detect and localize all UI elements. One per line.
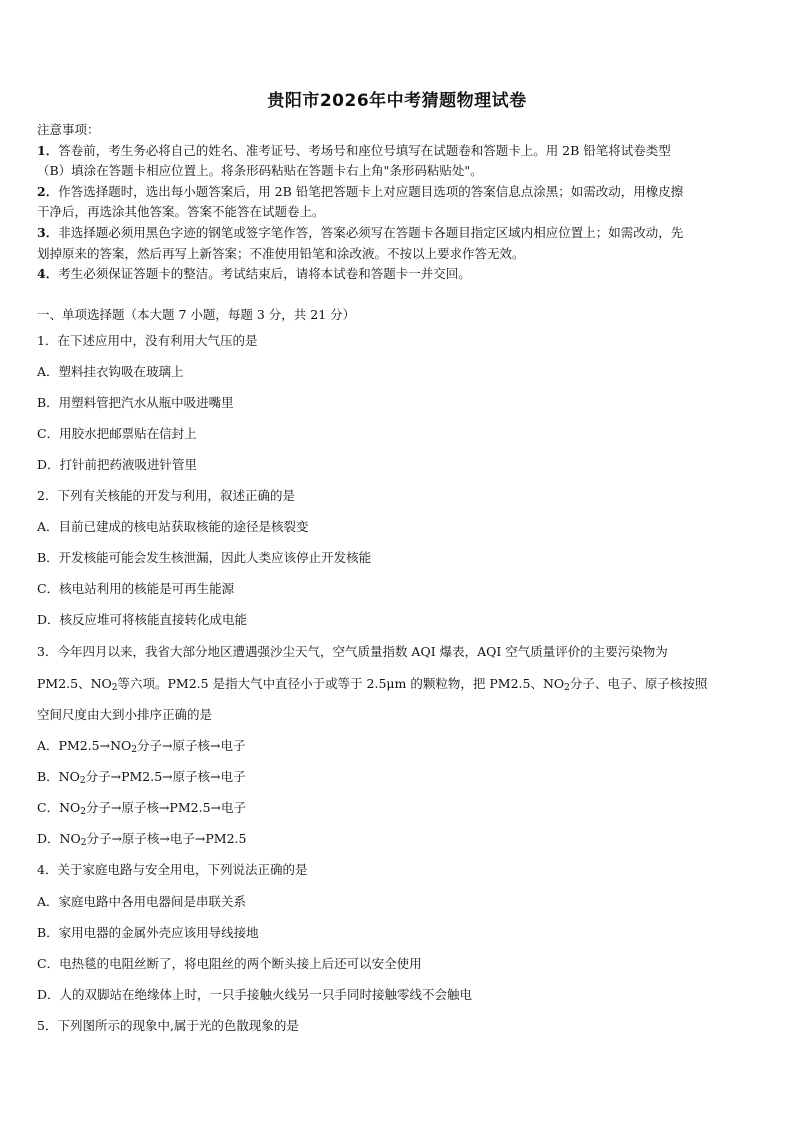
notice-item-1-cont: （B）填涂在答题卡相应位置上。将条形码粘贴在答题卡右上角"条形码粘贴处"。 bbox=[37, 163, 483, 179]
subscript: 2 bbox=[80, 838, 87, 848]
option-segment: 分子→原子核→电子 bbox=[137, 738, 246, 753]
notice-item-4 bbox=[37, 264, 773, 285]
question-3-option-d bbox=[37, 831, 771, 851]
notice-item-3 bbox=[37, 223, 773, 244]
stem-segment: 等六项。PM2.5 是指大气中直径小于或等于 2.5μm 的颗粒物，把 PM2.5、NO bbox=[117, 676, 565, 691]
notice-item-text: 作答选择题时，选出每小题答案后，用 2B 铅笔把答题卡上对应题目选项的答案信息点涂黑；如需改动，用橡皮擦 bbox=[58, 183, 684, 199]
option-segment: D．NO bbox=[37, 831, 81, 846]
question-3-option-c bbox=[37, 800, 771, 820]
option-segment: 分子→原子核→电子→PM2.5 bbox=[86, 831, 247, 846]
notice-item-1 bbox=[37, 141, 773, 162]
notice-item-2-cont: 干净后，再选涂其他答案。答案不能答在试题卷上。 bbox=[37, 204, 325, 220]
subscript: 2 bbox=[80, 807, 86, 817]
question-3-stem-line-1: 3．今年四月以来，我省大部分地区遭遇强沙尘天气，空气质量指数 AQI 爆表，AQI 空气质量评价的主要污染物为 bbox=[37, 644, 668, 659]
option-segment: B．NO bbox=[37, 769, 80, 784]
question-3-option-a bbox=[37, 738, 771, 758]
question-1-option-d: D．打针前把药液吸进针管里 bbox=[37, 457, 198, 472]
question-1-option-c: C．用胶水把邮票贴在信封上 bbox=[37, 426, 197, 441]
notice-item-2 bbox=[37, 182, 773, 203]
subscript: 2 bbox=[131, 745, 138, 755]
stem-segment: 分子、电子、原子核按照 bbox=[569, 676, 708, 691]
notice-heading: 注意事项： bbox=[37, 122, 100, 137]
question-1-stem: 1．在下述应用中，没有利用大气压的是 bbox=[37, 333, 258, 348]
question-4-option-b: B．家用电器的金属外壳应该用导线接地 bbox=[37, 925, 259, 940]
subscript: 2 bbox=[564, 683, 570, 693]
question-2-option-a: A．目前已建成的核电站获取核能的途径是核裂变 bbox=[37, 519, 309, 534]
question-3-option-b bbox=[37, 769, 771, 789]
question-2-stem: 2．下列有关核能的开发与利用，叙述正确的是 bbox=[37, 488, 295, 503]
question-4-option-c: C．电热毯的电阻丝断了，将电阻丝的两个断头接上后还可以安全使用 bbox=[37, 956, 422, 971]
subscript: 2 bbox=[79, 776, 86, 786]
question-4-stem: 4．关于家庭电路与安全用电，下列说法正确的是 bbox=[37, 862, 308, 877]
notice-item-number: 1． bbox=[37, 142, 59, 158]
option-segment: C．NO bbox=[37, 800, 81, 815]
question-4-option-d: D．人的双脚站在绝缘体上时，一只手接触火线另一只手同时接触零线不会触电 bbox=[37, 987, 473, 1002]
notice-item-text: 答卷前，考生务必将自己的姓名、准考证号、考场号和座位号填写在试题卷和答题卡上。用 2B 铅笔将试卷类型 bbox=[58, 142, 671, 158]
question-3-stem-line-2 bbox=[37, 676, 771, 696]
option-segment: A．PM2.5→NO bbox=[37, 738, 132, 753]
option-segment: 分子→PM2.5→原子核→电子 bbox=[85, 769, 246, 784]
question-2-option-d: D．核反应堆可将核能直接转化成电能 bbox=[37, 612, 248, 627]
section-heading: 一、单项选择题（本大题 7 小题，每题 3 分，共 21 分） bbox=[37, 307, 356, 322]
notice-item-3-cont: 划掉原来的答案，然后再写上新答案；不准使用铅笔和涂改液。不按以上要求作答无效。 bbox=[37, 245, 525, 261]
subscript: 2 bbox=[111, 683, 118, 693]
question-2-option-b: B．开发核能可能会发生核泄漏，因此人类应该停止开发核能 bbox=[37, 550, 372, 565]
question-5-stem: 5．下列图所示的现象中,属于光的色散现象的是 bbox=[37, 1018, 299, 1033]
question-1-option-b: B．用塑料管把汽水从瓶中吸进嘴里 bbox=[37, 395, 234, 410]
question-2-option-c: C．核电站利用的核能是可再生能源 bbox=[37, 581, 235, 596]
notice-item-text: 考生必须保证答题卡的整洁。考试结束后，请将本试卷和答题卡一并交回。 bbox=[58, 266, 471, 282]
option-segment: 分子→原子核→PM2.5→电子 bbox=[85, 800, 246, 815]
question-4-option-a: A．家庭电路中各用电器间是串联关系 bbox=[37, 894, 247, 909]
question-3-stem-line-3: 空间尺度由大到小排序正确的是 bbox=[37, 707, 213, 722]
notice-block bbox=[37, 120, 773, 285]
notice-item-text: 非选择题必须用黑色字迹的钢笔或签字笔作答，答案必须写在答题卡各题目指定区域内相应位置上；如需改动，先 bbox=[58, 224, 684, 240]
page-title: 贵阳市2026年中考猜题物理试卷 bbox=[267, 91, 527, 111]
notice-item-number: 4． bbox=[37, 266, 59, 282]
question-1-option-a: A．塑料挂衣钩吸在玻璃上 bbox=[37, 364, 184, 379]
notice-item-number: 2． bbox=[37, 183, 59, 199]
notice-item-number: 3． bbox=[37, 224, 59, 240]
stem-segment: PM2.5、NO bbox=[37, 676, 112, 691]
